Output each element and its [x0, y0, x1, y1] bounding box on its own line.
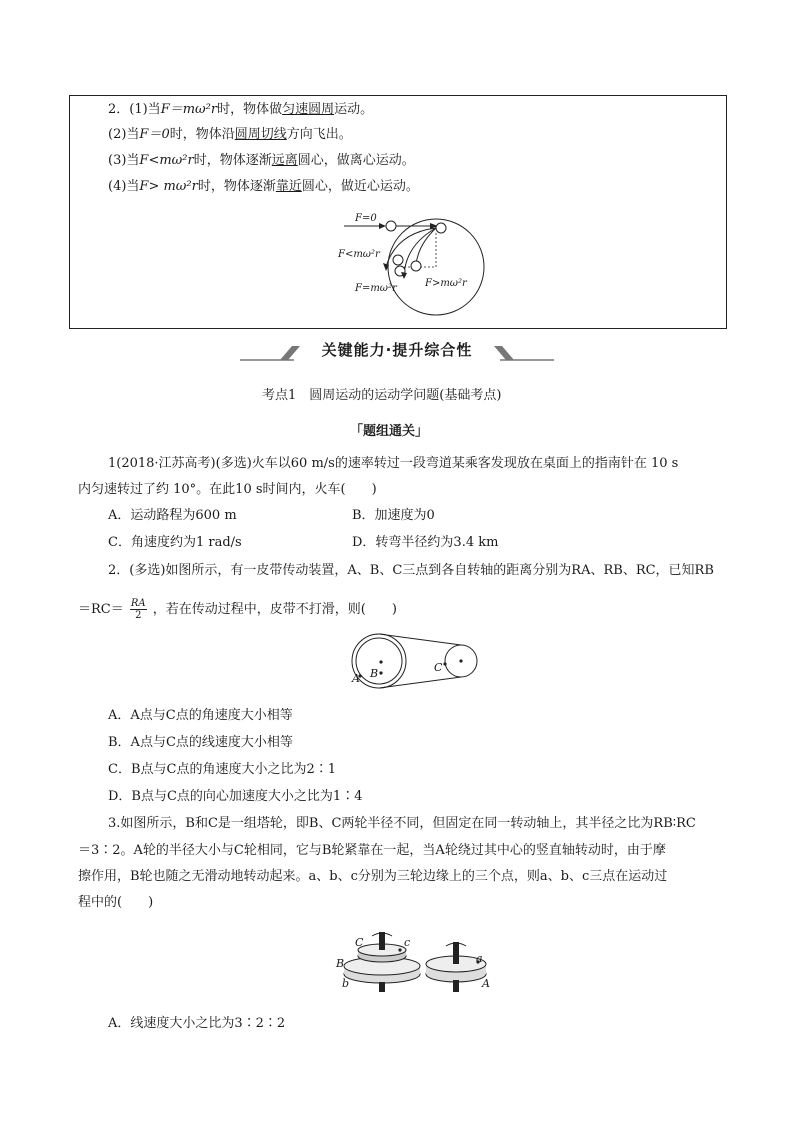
tower-label-c: c — [404, 936, 411, 949]
summary-line-4: (4)当F> mω²r时，物体逐渐靠近圆心，做近心运动。 — [108, 179, 419, 194]
q3-line-4: 程中的( ) — [78, 895, 154, 910]
q1-option-c: C．角速度约为1 rad/s — [108, 535, 242, 550]
belt-drive-figure — [348, 632, 482, 690]
tower-label-B: B — [336, 957, 345, 970]
q2-fraction: $\frac{RA}{2}$ — [130, 598, 146, 621]
tower-label-A: A — [482, 977, 490, 990]
fig-label-f0: F=0 — [355, 213, 377, 224]
q1-line-2: 内匀速转过了约 10°。在此10 s时间内，火车( ) — [78, 482, 377, 497]
belt-label-c: C — [434, 661, 443, 674]
q1-line-1: 1(2018·江苏高考)(多选)火车以60 m/s的速率转过一段弯道某乘客发现放在桌面上的指南针在 10 s — [108, 456, 679, 471]
circular-motion-figure — [330, 205, 490, 323]
q2-option-a: A．A点与C点的角速度大小相等 — [108, 708, 293, 723]
tower-label-C: C — [355, 936, 364, 949]
section-banner-title: 关键能力·提升综合性 — [321, 341, 473, 359]
q2-line-1: 2．(多选)如图所示，有一皮带传动装置，A、B、C三点到各自转轴的距离分别为RA、RB、RC，已知RB — [108, 563, 714, 578]
q3-line-2: ＝3∶2。A轮的半径大小与C轮相同，它与B轮紧靠在一起，当A轮绕过其中心的竖直轴转动时，由于摩 — [78, 843, 666, 858]
summary-line-1: 2．(1)当F＝mω²r时，物体做匀速圆周运动。 — [108, 102, 374, 117]
tower-label-a: a — [476, 952, 483, 965]
q3-option-a: A．线速度大小之比为3∶2∶2 — [108, 1016, 286, 1031]
q2-option-c: C．B点与C点的角速度大小之比为2∶1 — [108, 762, 336, 777]
kaodian-heading: 考点1 圆周运动的运动学问题(基础考点) — [262, 388, 502, 403]
fig-label-fless: F<mω²r — [338, 249, 380, 260]
group-heading: 「题组通关」 — [350, 424, 429, 439]
q2-option-b: B．A点与C点的线速度大小相等 — [108, 735, 293, 750]
tower-label-b: b — [342, 977, 350, 990]
q2-line-2: ＝RC＝ $\frac{RA}{2}$ ，若在传动过程中，皮带不打滑，则( ) — [78, 598, 397, 621]
q3-line-3: 擦作用，B轮也随之无滑动地转动起来。a、b、c分别为三轮边缘上的三个点，则a、b、c三点在运动过 — [78, 869, 668, 884]
summary-line-2: (2)当F＝0时，物体沿圆周切线方向飞出。 — [108, 127, 352, 142]
q1-option-d: D．转弯半径约为3.4 km — [352, 535, 499, 550]
q2-option-d: D．B点与C点的向心加速度大小之比为1∶4 — [108, 789, 363, 804]
q1-option-a: A．运动路程为600 m — [108, 508, 237, 523]
summary-line-3: (3)当F<mω²r时，物体逐渐远离圆心，做离心运动。 — [108, 153, 415, 168]
belt-label-a: A — [352, 672, 360, 685]
q1-option-b: B．加速度为0 — [352, 508, 435, 523]
q3-line-1: 3.如图所示，B和C是一组塔轮，即B、C两轮半径不同，但固定在同一转动轴上，其半径之比为RB∶RC — [108, 816, 696, 831]
fig-label-fmore: F>mω²r — [425, 278, 467, 289]
fig-label-feq: F=mω²r — [355, 283, 397, 294]
belt-label-b: B — [370, 667, 379, 680]
